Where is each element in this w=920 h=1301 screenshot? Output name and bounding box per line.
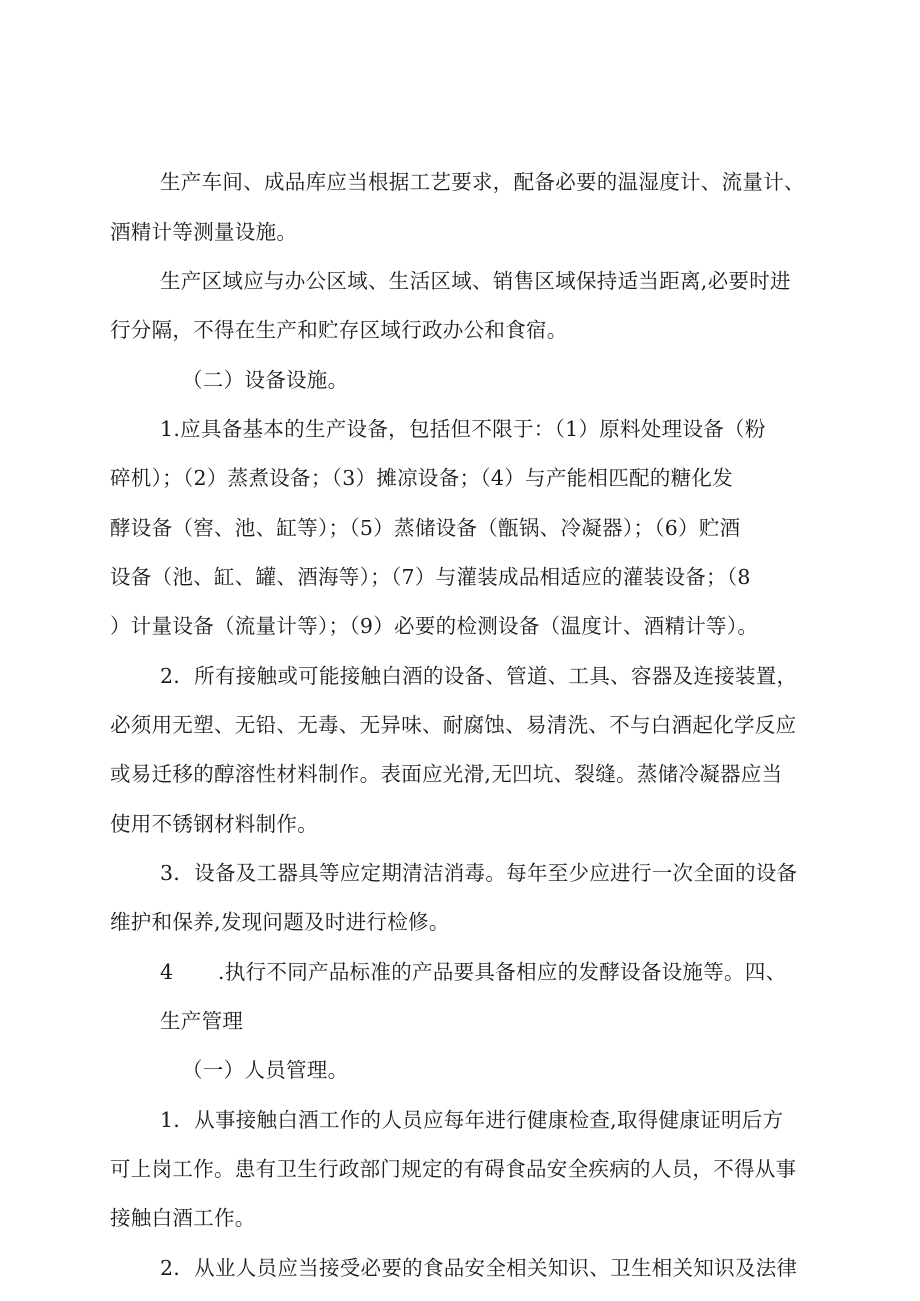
- paragraph-line: 2．从业人员应当接受必要的食品安全相关知识、卫生相关知识及法律: [160, 1256, 798, 1280]
- paragraph-line: 2．所有接触或可能接触白酒的设备、管道、工具、容器及连接装置，: [160, 664, 798, 688]
- paragraph-line: 碎机）；（2）蒸煮设备；（3）摊凉设备；（4）与产能相匹配的糖化发: [110, 466, 734, 490]
- paragraph-line: .执行不同产品标准的产品要具备相应的发酵设备设施等。四、: [218, 960, 787, 984]
- paragraph-line: 可上岗工作。患有卫生行政部门规定的有碍食品安全疾病的人员，不得从事: [110, 1157, 797, 1181]
- paragraph-line: 1.应具备基本的生产设备，包括但不限于：（1）原料处理设备（粉: [160, 417, 766, 441]
- paragraph-line: 生产区域应与办公区域、生活区域、销售区域保持适当距离,必要时进: [160, 269, 791, 293]
- paragraph-line: 生产车间、成品库应当根据工艺要求，配备必要的温湿度计、流量计、: [160, 170, 805, 194]
- section-heading: （一）人员管理。: [182, 1058, 349, 1082]
- paragraph-line: 行分隔，不得在生产和贮存区域行政办公和食宿。: [110, 318, 568, 342]
- section-heading: （二）设备设施。: [182, 368, 349, 392]
- paragraph-line: 必须用无塑、无铅、无毒、无异味、耐腐蚀、易清洗、不与白酒起化学反应: [110, 713, 797, 737]
- item-number: 4: [160, 960, 174, 984]
- paragraph-line: 酒精计等测量设施。: [110, 220, 298, 244]
- paragraph-line: 接触白酒工作。: [110, 1206, 256, 1230]
- paragraph-line: 1．从事接触白酒工作的人员应每年进行健康检查,取得健康证明后方: [160, 1108, 784, 1132]
- paragraph-line: 酵设备（窖、池、缸等）；（5）蒸储设备（甑锅、冷凝器）；（6）贮酒: [110, 516, 741, 540]
- paragraph-line: 设备（池、缸、罐、酒海等）；（7）与灌装成品相适应的灌装设备；（8: [110, 565, 751, 589]
- paragraph-line: ）计量设备（流量计等）；（9）必要的检测设备（温度计、酒精计等）。: [110, 614, 759, 638]
- paragraph-line: 使用不锈钢材料制作。: [110, 812, 318, 836]
- paragraph-line: 维护和保养,发现问题及时进行检修。: [110, 910, 450, 934]
- paragraph-line: 3．设备及工器具等应定期清洁消毒。每年至少应进行一次全面的设备: [160, 861, 798, 885]
- paragraph-line: 生产管理: [160, 1009, 244, 1033]
- paragraph-line: 或易迁移的醇溶性材料制作。表面应光滑,无凹坑、裂缝。蒸储冷凝器应当: [110, 762, 783, 786]
